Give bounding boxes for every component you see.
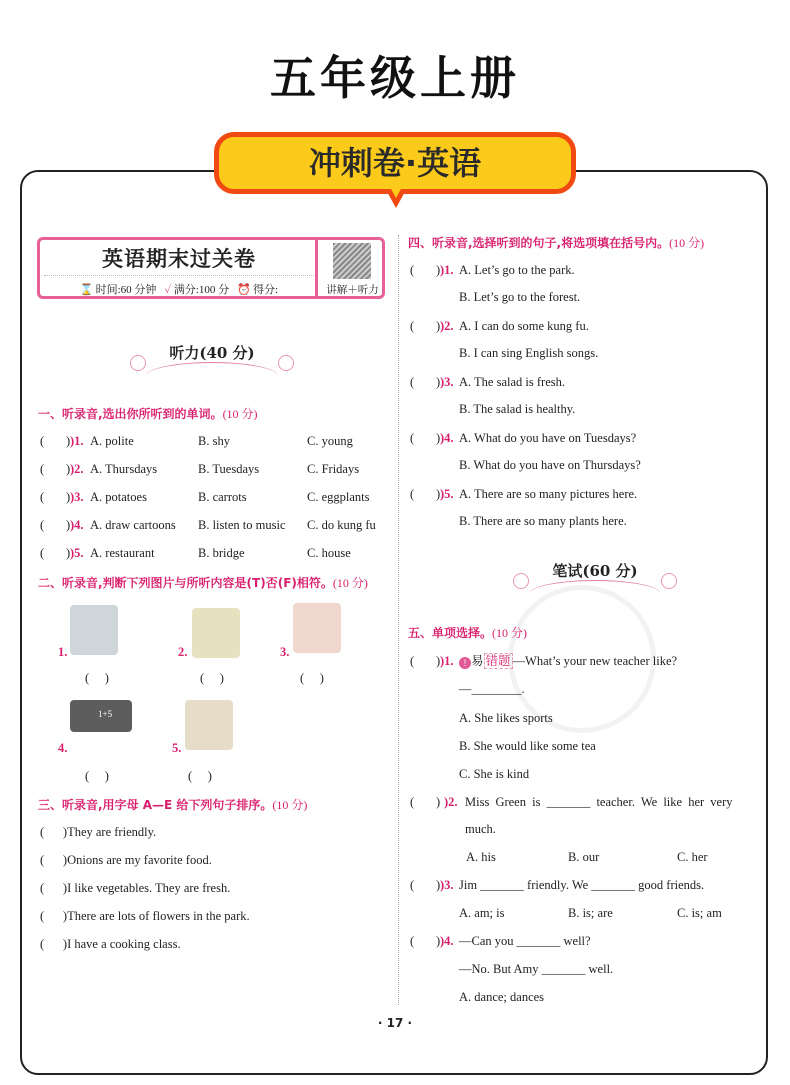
option-a: A. restaurant: [90, 546, 155, 560]
picture-number: 5.: [172, 741, 182, 755]
clock-icon: ⏰: [237, 284, 252, 296]
section-heading-4: [408, 234, 704, 251]
section-points: (10 分): [332, 576, 368, 590]
option-a: A. polite: [90, 434, 134, 448]
boy-drawing-picture: [185, 700, 233, 750]
answer-blank-line: —________.: [459, 682, 525, 696]
section-heading-text: 二、听录音,判断下列图片与所听内容是(T)否(F)相符。: [38, 576, 333, 590]
qr-code-icon[interactable]: [333, 243, 371, 279]
banner: 冲刺卷·英语: [214, 132, 576, 194]
answer-blank[interactable]: ( ): [188, 769, 212, 783]
option-a: A. She likes sports: [459, 711, 553, 725]
flower-icon: [661, 573, 677, 589]
dotted-rule: [44, 275, 314, 276]
section-points: (10 分): [669, 236, 705, 250]
section-points: (10 分): [492, 626, 528, 640]
option-c: C. do kung fu: [307, 518, 376, 532]
option-a: A. The salad is fresh.: [459, 375, 565, 389]
qr-label: 讲解＋听力: [326, 285, 379, 296]
sentence-item: ( )They are friendly.: [40, 825, 157, 839]
picture-number: 3.: [280, 645, 290, 659]
salad-bowl-picture: [192, 608, 240, 658]
option-b: B. our: [568, 850, 600, 864]
exam-title: 英语期末过关卷: [102, 246, 256, 271]
answer-blank[interactable]: ( ): [85, 769, 109, 783]
stem-text: —What’s your new teacher like?: [512, 654, 678, 668]
option-a: A. am; is: [459, 906, 505, 920]
answer-blank[interactable]: ( ): [40, 546, 71, 560]
section-heading-text: 五、单项选择。: [408, 626, 493, 640]
option-a: A. Thursdays: [90, 462, 158, 476]
check-icon: ✓: [164, 284, 172, 296]
question-number: )3.: [440, 878, 454, 892]
section-heading-text: 一、听录音,选出你所听到的单词。: [38, 407, 223, 421]
option-b: B. What do you have on Thursdays?: [459, 458, 641, 472]
answer-blank[interactable]: ( ): [410, 319, 441, 333]
option-a: A. his: [466, 850, 496, 864]
section-points: (10 分): [272, 798, 308, 812]
picture-number: 2.: [178, 645, 188, 659]
section-heading-text: 四、听录音,选择听到的句子,将选项填在括号内。: [408, 236, 670, 250]
option-b: B. is; are: [568, 906, 613, 920]
answer-blank[interactable]: ( ): [85, 671, 109, 685]
option-b: B. bridge: [198, 546, 245, 560]
answer-blank[interactable]: ( ): [410, 795, 441, 809]
option-c: C. eggplants: [307, 490, 370, 504]
answer-blank[interactable]: ( ): [410, 878, 441, 892]
picture-number: 4.: [58, 741, 68, 755]
question-number: )1.: [70, 434, 84, 448]
sentence-text: I have a cooking class.: [67, 937, 181, 951]
option-a: A. potatoes: [90, 490, 147, 504]
flower-icon: [130, 355, 146, 371]
section-heading-1: [38, 405, 258, 422]
answer-blank[interactable]: ( ): [40, 490, 71, 504]
option-a: A. draw cartoons: [90, 518, 176, 532]
section-heading-text: 三、听录音,用字母 A—E 给下列句子排序。: [38, 798, 273, 812]
question-number: )4.: [440, 934, 454, 948]
answer-blank[interactable]: ( ): [40, 462, 71, 476]
warning-icon: !: [459, 657, 471, 669]
option-a: A. I can do some kung fu.: [459, 319, 589, 333]
sentence-text: I like vegetables. They are fresh.: [67, 881, 231, 895]
sentence-item: ( )I like vegetables. They are fresh.: [40, 881, 231, 895]
column-divider: [398, 235, 399, 1005]
question-number: )2.: [444, 795, 458, 809]
option-b: B. I can sing English songs.: [459, 346, 599, 360]
option-b: B. Tuesdays: [198, 462, 260, 476]
option-b: B. carrots: [198, 490, 247, 504]
tag-easy: 易: [471, 654, 484, 668]
question-number: )3.: [440, 375, 454, 389]
option-b: B. Let’s go to the forest.: [459, 290, 581, 304]
flower-icon: [513, 573, 529, 589]
building-picture: [70, 605, 118, 655]
question-number: )4.: [440, 431, 454, 445]
exam-full-score: 满分:100 分: [173, 284, 230, 296]
option-a: A. What do you have on Tuesdays?: [459, 431, 637, 445]
sentence-text: Onions are my favorite food.: [67, 853, 212, 867]
answer-blank[interactable]: ( ): [410, 654, 441, 668]
page-number: · 17 ·: [377, 1016, 413, 1030]
answer-blank[interactable]: ( ): [410, 431, 441, 445]
blackboard-text: 1+5: [98, 709, 113, 719]
sentence-text: There are lots of flowers in the park.: [67, 909, 250, 923]
hourglass-icon: ⌛: [79, 284, 94, 296]
answer-blank[interactable]: ( ): [40, 434, 71, 448]
option-c: C. house: [307, 546, 351, 560]
option-b: B. shy: [198, 434, 230, 448]
answer-blank[interactable]: ( ): [200, 671, 224, 685]
answer-blank[interactable]: ( ): [40, 518, 71, 532]
option-c: C. her: [677, 850, 708, 864]
question-stem-cont: much.: [465, 822, 496, 836]
question-stem: Jim _______ friendly. We _______ good friends.: [459, 878, 705, 892]
section-heading-3: [38, 796, 307, 813]
section-title-writing: 笔试(60 分): [552, 562, 638, 580]
page-title: 五年级上册: [270, 51, 520, 105]
answer-blank[interactable]: ( ): [410, 263, 441, 277]
option-a: A. Let’s go to the park.: [459, 263, 575, 277]
question-number: )1.: [440, 263, 454, 277]
tag-error-prone: 错题: [485, 654, 511, 668]
question-stem: Miss Green is _______ teacher. We like her very: [465, 795, 733, 809]
question-number: )3.: [70, 490, 84, 504]
question-number: )1.: [440, 654, 454, 668]
option-c: C. young: [307, 434, 353, 448]
banner-tail-fill: [390, 187, 402, 198]
picture-number: 1.: [58, 645, 68, 659]
section-heading-5: [408, 624, 527, 641]
exam-time: 时间:60 分钟: [95, 284, 157, 296]
sentence-item: ( )I have a cooking class.: [40, 937, 181, 951]
question-stem: [459, 653, 677, 669]
option-b: B. There are so many plants here.: [459, 514, 627, 528]
question-number: )4.: [70, 518, 84, 532]
exam-score: 得分:: [253, 284, 279, 296]
option-b: B. listen to music: [198, 518, 286, 532]
flower-icon: [278, 355, 294, 371]
section-points: (10 分): [222, 407, 258, 421]
option-c: C. She is kind: [459, 767, 530, 781]
answer-blank[interactable]: ( ): [300, 671, 324, 685]
question-number: )2.: [440, 319, 454, 333]
exam-meta: [40, 281, 318, 297]
mother-child-picture: [293, 603, 341, 653]
option-b: B. She would like some tea: [459, 739, 596, 753]
section-heading-2: [38, 574, 368, 591]
section-title-listening: 听力(40 分): [169, 344, 255, 362]
question-stem: —Can you _______ well?: [459, 934, 591, 948]
question-number: )5.: [70, 546, 84, 560]
question-number: )2.: [70, 462, 84, 476]
option-a: A. There are so many pictures here.: [459, 487, 638, 501]
question-stem-cont: —No. But Amy _______ well.: [459, 962, 614, 976]
answer-blank[interactable]: ( ): [410, 487, 441, 501]
sentence-text: They are friendly.: [67, 825, 157, 839]
option-a: A. dance; dances: [459, 990, 545, 1004]
option-c: C. is; am: [677, 906, 722, 920]
option-c: C. Fridays: [307, 462, 360, 476]
option-b: B. The salad is healthy.: [459, 402, 576, 416]
answer-blank[interactable]: ( ): [410, 375, 441, 389]
answer-blank[interactable]: ( ): [410, 934, 441, 948]
sentence-item: ( )Onions are my favorite food.: [40, 853, 212, 867]
sentence-item: ( )There are lots of flowers in the park.: [40, 909, 250, 923]
question-number: )5.: [440, 487, 454, 501]
